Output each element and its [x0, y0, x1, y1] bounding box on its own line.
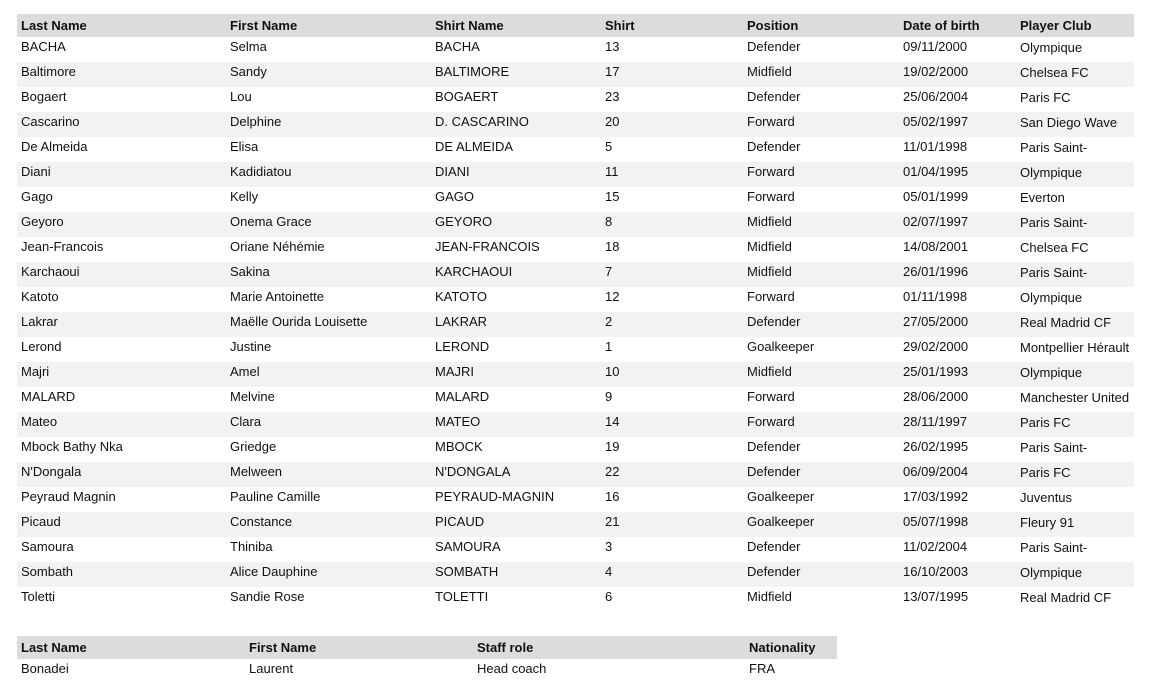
- table-cell: Lerond: [17, 337, 226, 362]
- table-cell: 09/11/2000: [899, 37, 1016, 62]
- table-cell: BOGAERT: [431, 87, 601, 112]
- table-cell: Defender: [743, 562, 899, 587]
- table-cell: Paris Saint-: [1016, 437, 1134, 462]
- table-cell: Jean-Francois: [17, 237, 226, 262]
- table-cell: 23: [601, 87, 743, 112]
- player-row: [17, 512, 1134, 537]
- table-cell: 01/04/1995: [899, 162, 1016, 187]
- table-cell: 16/10/2003: [899, 562, 1016, 587]
- table-cell: Sombath: [17, 562, 226, 587]
- table-cell: 25/06/2004: [899, 87, 1016, 112]
- table-cell: Midfield: [743, 212, 899, 237]
- table-cell: Defender: [743, 437, 899, 462]
- table-cell: Forward: [743, 387, 899, 412]
- table-cell: Maëlle Ourida Louisette: [226, 312, 431, 337]
- player-row: [17, 312, 1134, 337]
- table-cell: De Almeida: [17, 137, 226, 162]
- table-cell: Onema Grace: [226, 212, 431, 237]
- table-cell: Real Madrid CF: [1016, 312, 1134, 337]
- table-cell: Baltimore: [17, 62, 226, 87]
- table-cell: Goalkeeper: [743, 487, 899, 512]
- table-cell: 13: [601, 37, 743, 62]
- table-cell: Lakrar: [17, 312, 226, 337]
- table-cell: Picaud: [17, 512, 226, 537]
- table-cell: 21: [601, 512, 743, 537]
- table-cell: 06/09/2004: [899, 462, 1016, 487]
- table-cell: Forward: [743, 162, 899, 187]
- table-cell: 10: [601, 362, 743, 387]
- table-cell: Paris FC: [1016, 87, 1134, 112]
- players-header-row: [17, 14, 1134, 37]
- table-cell: Manchester United: [1016, 387, 1134, 412]
- table-cell: Paris FC: [1016, 412, 1134, 437]
- table-cell: Sandy: [226, 62, 431, 87]
- table-cell: Real Madrid CF: [1016, 587, 1134, 612]
- table-cell: Defender: [743, 87, 899, 112]
- table-cell: 25/01/1993: [899, 362, 1016, 387]
- table-cell: 05/07/1998: [899, 512, 1016, 537]
- table-cell: Defender: [743, 37, 899, 62]
- table-cell: Griedge: [226, 437, 431, 462]
- table-cell: Midfield: [743, 237, 899, 262]
- player-row: [17, 537, 1134, 562]
- table-cell: Sakina: [226, 262, 431, 287]
- table-cell: Defender: [743, 462, 899, 487]
- table-cell: 1: [601, 337, 743, 362]
- table-cell: Goalkeeper: [743, 337, 899, 362]
- table-cell: San Diego Wave: [1016, 112, 1134, 137]
- table-cell: Alice Dauphine: [226, 562, 431, 587]
- table-cell: BACHA: [431, 37, 601, 62]
- table-cell: Bogaert: [17, 87, 226, 112]
- players-column-header: Shirt: [601, 14, 743, 37]
- table-cell: Gago: [17, 187, 226, 212]
- player-row: [17, 112, 1134, 137]
- table-cell: 27/05/2000: [899, 312, 1016, 337]
- players-column-header: Player Club: [1016, 14, 1134, 37]
- table-cell: 13/07/1995: [899, 587, 1016, 612]
- table-cell: Fleury 91: [1016, 512, 1134, 537]
- players-column-header: Shirt Name: [431, 14, 601, 37]
- table-cell: Everton: [1016, 187, 1134, 212]
- table-cell: 01/11/1998: [899, 287, 1016, 312]
- table-cell: Sandie Rose: [226, 587, 431, 612]
- table-cell: TOLETTI: [431, 587, 601, 612]
- table-cell: Midfield: [743, 62, 899, 87]
- table-cell: Forward: [743, 112, 899, 137]
- table-cell: Thiniba: [226, 537, 431, 562]
- table-cell: LAKRAR: [431, 312, 601, 337]
- table-cell: Juventus: [1016, 487, 1134, 512]
- players-column-header: Last Name: [17, 14, 226, 37]
- player-row: [17, 137, 1134, 162]
- staff-column-header: Nationality: [745, 636, 837, 659]
- table-cell: SOMBATH: [431, 562, 601, 587]
- table-cell: 7: [601, 262, 743, 287]
- table-cell: MALARD: [431, 387, 601, 412]
- table-cell: Chelsea FC: [1016, 237, 1134, 262]
- table-cell: Constance: [226, 512, 431, 537]
- player-row: [17, 587, 1134, 612]
- table-cell: MBOCK: [431, 437, 601, 462]
- table-cell: MATEO: [431, 412, 601, 437]
- player-row: [17, 412, 1134, 437]
- table-cell: 28/06/2000: [899, 387, 1016, 412]
- player-row: [17, 337, 1134, 362]
- table-cell: Paris Saint-: [1016, 137, 1134, 162]
- table-cell: Midfield: [743, 587, 899, 612]
- table-cell: Olympique: [1016, 562, 1134, 587]
- table-cell: LEROND: [431, 337, 601, 362]
- player-row: [17, 562, 1134, 587]
- table-cell: Mbock Bathy Nka: [17, 437, 226, 462]
- table-cell: Olympique: [1016, 362, 1134, 387]
- table-cell: 16: [601, 487, 743, 512]
- table-cell: DIANI: [431, 162, 601, 187]
- table-cell: BALTIMORE: [431, 62, 601, 87]
- table-cell: 22: [601, 462, 743, 487]
- table-cell: DE ALMEIDA: [431, 137, 601, 162]
- table-cell: 15: [601, 187, 743, 212]
- table-cell: Paris Saint-: [1016, 537, 1134, 562]
- table-cell: Defender: [743, 137, 899, 162]
- table-cell: Elisa: [226, 137, 431, 162]
- table-cell: Justine: [226, 337, 431, 362]
- table-cell: 28/11/1997: [899, 412, 1016, 437]
- table-cell: 9: [601, 387, 743, 412]
- table-cell: 11/01/1998: [899, 137, 1016, 162]
- staff-column-header: Last Name: [17, 636, 245, 659]
- staff-row: [17, 659, 837, 679]
- players-table: [17, 14, 1134, 612]
- table-cell: Karchaoui: [17, 262, 226, 287]
- table-cell: Forward: [743, 187, 899, 212]
- staff-column-header: Staff role: [473, 636, 745, 659]
- table-cell: Olympique: [1016, 37, 1134, 62]
- table-cell: Selma: [226, 37, 431, 62]
- table-cell: 5: [601, 137, 743, 162]
- table-cell: Cascarino: [17, 112, 226, 137]
- table-cell: Midfield: [743, 262, 899, 287]
- table-cell: 6: [601, 587, 743, 612]
- table-cell: Paris Saint-: [1016, 262, 1134, 287]
- table-cell: Oriane Néhémie: [226, 237, 431, 262]
- table-cell: 8: [601, 212, 743, 237]
- table-cell: 14/08/2001: [899, 237, 1016, 262]
- table-cell: Forward: [743, 287, 899, 312]
- table-cell: 05/01/1999: [899, 187, 1016, 212]
- table-cell: JEAN-FRANCOIS: [431, 237, 601, 262]
- table-cell: Laurent: [245, 659, 473, 679]
- table-cell: KARCHAOUI: [431, 262, 601, 287]
- table-cell: Marie Antoinette: [226, 287, 431, 312]
- table-cell: Delphine: [226, 112, 431, 137]
- players-column-header: Date of birth: [899, 14, 1016, 37]
- table-cell: MALARD: [17, 387, 226, 412]
- table-cell: BACHA: [17, 37, 226, 62]
- table-cell: Kadidiatou: [226, 162, 431, 187]
- table-cell: GEYORO: [431, 212, 601, 237]
- staff-table: [17, 636, 837, 679]
- table-cell: Head coach: [473, 659, 745, 679]
- table-cell: Geyoro: [17, 212, 226, 237]
- table-cell: 17/03/1992: [899, 487, 1016, 512]
- table-cell: Defender: [743, 312, 899, 337]
- player-row: [17, 462, 1134, 487]
- player-row: [17, 487, 1134, 512]
- table-cell: Clara: [226, 412, 431, 437]
- table-cell: D. CASCARINO: [431, 112, 601, 137]
- table-cell: Lou: [226, 87, 431, 112]
- table-cell: Olympique: [1016, 162, 1134, 187]
- player-row: [17, 162, 1134, 187]
- table-cell: Kelly: [226, 187, 431, 212]
- table-cell: GAGO: [431, 187, 601, 212]
- table-cell: Amel: [226, 362, 431, 387]
- table-cell: Mateo: [17, 412, 226, 437]
- table-cell: 14: [601, 412, 743, 437]
- player-row: [17, 262, 1134, 287]
- table-cell: Paris Saint-: [1016, 212, 1134, 237]
- player-row: [17, 87, 1134, 112]
- table-cell: Defender: [743, 537, 899, 562]
- player-row: [17, 387, 1134, 412]
- table-cell: 11/02/2004: [899, 537, 1016, 562]
- table-cell: 20: [601, 112, 743, 137]
- table-cell: 19: [601, 437, 743, 462]
- table-cell: Toletti: [17, 587, 226, 612]
- player-row: [17, 62, 1134, 87]
- player-row: [17, 187, 1134, 212]
- table-cell: 18: [601, 237, 743, 262]
- table-cell: Goalkeeper: [743, 512, 899, 537]
- table-cell: Majri: [17, 362, 226, 387]
- table-cell: Samoura: [17, 537, 226, 562]
- staff-column-header: First Name: [245, 636, 473, 659]
- table-cell: PICAUD: [431, 512, 601, 537]
- table-cell: SAMOURA: [431, 537, 601, 562]
- table-cell: Melvine: [226, 387, 431, 412]
- table-cell: 4: [601, 562, 743, 587]
- player-row: [17, 212, 1134, 237]
- table-cell: 2: [601, 312, 743, 337]
- player-row: [17, 362, 1134, 387]
- table-cell: Katoto: [17, 287, 226, 312]
- table-cell: Olympique: [1016, 287, 1134, 312]
- table-cell: 05/02/1997: [899, 112, 1016, 137]
- table-cell: 17: [601, 62, 743, 87]
- table-cell: 29/02/2000: [899, 337, 1016, 362]
- staff-header-row: [17, 636, 837, 659]
- table-cell: 26/02/1995: [899, 437, 1016, 462]
- table-cell: 3: [601, 537, 743, 562]
- table-cell: 19/02/2000: [899, 62, 1016, 87]
- table-cell: Peyraud Magnin: [17, 487, 226, 512]
- table-cell: Diani: [17, 162, 226, 187]
- player-row: [17, 437, 1134, 462]
- table-cell: Chelsea FC: [1016, 62, 1134, 87]
- table-cell: FRA: [745, 659, 837, 679]
- players-column-header: Position: [743, 14, 899, 37]
- table-cell: Melween: [226, 462, 431, 487]
- table-cell: Forward: [743, 412, 899, 437]
- table-cell: Midfield: [743, 362, 899, 387]
- table-cell: MAJRI: [431, 362, 601, 387]
- table-cell: 02/07/1997: [899, 212, 1016, 237]
- table-cell: 26/01/1996: [899, 262, 1016, 287]
- table-cell: Paris FC: [1016, 462, 1134, 487]
- player-row: [17, 37, 1134, 62]
- table-cell: KATOTO: [431, 287, 601, 312]
- table-cell: N'Dongala: [17, 462, 226, 487]
- table-cell: Pauline Camille: [226, 487, 431, 512]
- table-cell: Montpellier Hérault: [1016, 337, 1134, 362]
- players-column-header: First Name: [226, 14, 431, 37]
- table-cell: 11: [601, 162, 743, 187]
- table-cell: PEYRAUD-MAGNIN: [431, 487, 601, 512]
- table-cell: 12: [601, 287, 743, 312]
- table-cell: Bonadei: [17, 659, 245, 679]
- player-row: [17, 287, 1134, 312]
- table-cell: N'DONGALA: [431, 462, 601, 487]
- player-row: [17, 237, 1134, 262]
